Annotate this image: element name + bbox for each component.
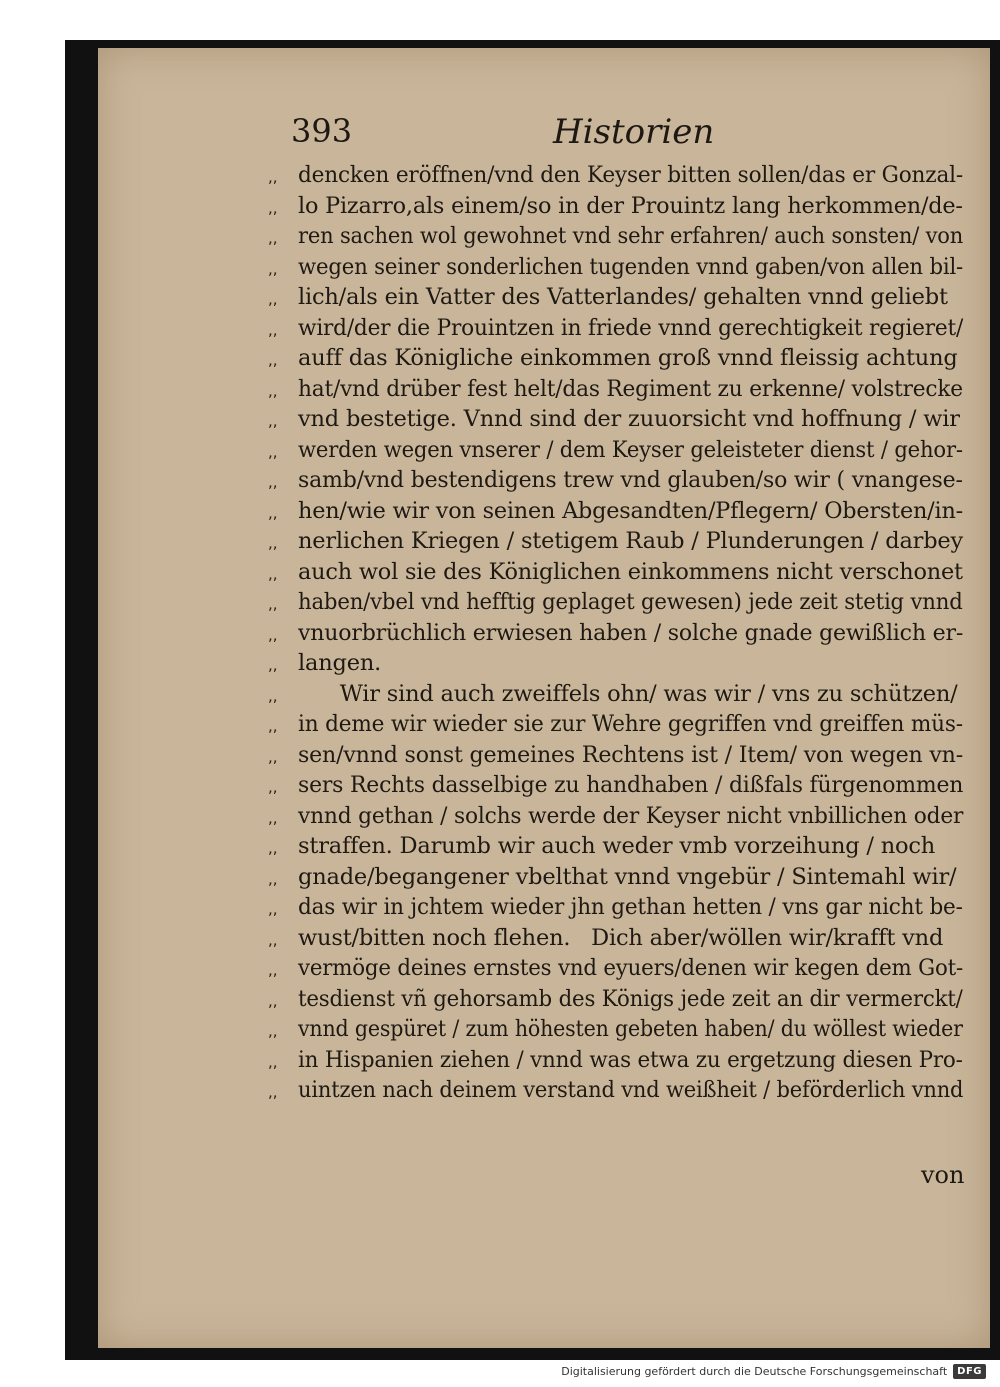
line-text: auff das Königliche einkommen groß vnnd fleissig achtung [298,345,958,371]
line-text: lich/als ein Vatter des Vatterlandes/ gehalten vnnd geliebt [298,284,948,310]
quotation-marker: ,, [268,1022,278,1040]
quotation-marker: ,, [268,168,278,186]
line-text: nerlichen Kriegen / stetigem Raub / Plunderungen / darbey [298,528,963,554]
quotation-marker: ,, [268,930,278,949]
line-text: wust/bitten noch flehen. Dich aber/wöllen wir/krafft vnd [298,924,944,951]
line-text: straffen. Darumb wir auch weder vmb vorzeihung / noch [298,833,936,859]
line-text: samb/vnd bestendigens trew vnd glauben/so wir ( vnangese- [298,467,963,493]
text-line [268,160,968,191]
book-page [98,48,990,1348]
quotation-marker: ,, [268,839,278,857]
quotation-marker: ,, [268,595,278,613]
line-text: vnd bestetige. Vnnd sind der zuuorsicht vnd hoffnung / wir [298,406,960,432]
text-line [268,892,968,923]
quotation-marker: ,, [268,442,278,461]
text-line [268,191,968,222]
text-line [268,862,968,893]
quotation-marker: ,, [268,320,278,339]
line-text: Wir sind auch zweiffels ohn/ was wir / vns zu schützen/ [298,680,958,707]
quotation-marker: ,, [268,259,278,278]
line-text: ren sachen wol gewohnet vnd sehr erfahren/ auch sonsten/ von [298,223,964,249]
text-line [268,801,968,832]
text-line [268,1075,968,1106]
line-text: dencken eröffnen/vnd den Keyser bitten sollen/das er Gonzal- [298,162,964,188]
line-text: tesdienst vñ gehorsamb des Königs jede zeit an dir vermerckt/ [298,985,963,1012]
line-text: lo Pizarro,als einem/so in der Prouintz lang herkommen/de- [298,192,963,219]
quotation-marker: ,, [268,747,278,766]
quotation-marker: ,, [268,1083,278,1101]
running-title: Historien [553,112,715,152]
footer-credit [561,1364,986,1379]
text-line [268,618,968,649]
line-text: werden wegen vnserer / dem Keyser geleisteter dienst / gehor- [298,436,963,463]
line-text: uintzen nach deinem verstand vnd weißheit / beförderlich vnnd [298,1077,964,1103]
digitization-credit: Digitalisierung gefördert durch die Deutsche Forschungsgemeinschaft [561,1365,948,1378]
quotation-marker: ,, [268,198,278,217]
text-line [268,374,968,405]
text-line [268,435,968,466]
text-line [268,343,968,374]
line-text: sers Rechts dasselbige zu handhaben / dißfals fürgenommen [298,772,964,798]
text-line [268,984,968,1015]
text-line [268,221,968,252]
text-line [268,252,968,283]
quotation-marker: ,, [268,778,278,796]
line-text: vnnd gespüret / zum höhesten gebeten haben/ du wöllest wieder [298,1016,963,1042]
text-line [268,648,968,679]
text-line [268,679,968,710]
text-line [268,770,968,801]
quotation-marker: ,, [268,564,278,583]
text-line [268,496,968,527]
text-line [268,831,968,862]
line-text: hen/wie wir von seinen Abgesandten/Pflegern/ Obersten/in- [298,497,963,524]
text-line [268,526,968,557]
line-text: das wir in jchtem wieder jhn gethan hetten / vns gar nicht be- [298,894,963,920]
quotation-marker: ,, [268,717,278,735]
text-line [268,709,968,740]
line-text: vermöge deines ernstes vnd eyuers/denen wir kegen dem Got- [298,955,964,981]
text-line [268,923,968,954]
quotation-marker: ,, [268,686,278,705]
quotation-marker: ,, [268,991,278,1010]
quotation-marker: ,, [268,412,278,430]
quotation-marker: ,, [268,869,278,888]
text-line [268,282,968,313]
line-text: in Hispanien ziehen / vnnd was etwa zu ergetzung diesen Pro- [298,1046,963,1073]
text-line [268,557,968,588]
quotation-marker: ,, [268,351,278,369]
text-line [268,740,968,771]
quotation-marker: ,, [268,503,278,522]
line-text: sen/vnnd sonst gemeines Rechtens ist / Item/ von wegen vn- [298,741,963,768]
quotation-marker: ,, [268,381,278,400]
text-line [268,1045,968,1076]
quotation-marker: ,, [268,229,278,247]
line-text: in deme wir wieder sie zur Wehre gegriffen vnd greiffen müs- [298,711,963,737]
quotation-marker: ,, [268,961,278,979]
quotation-marker: ,, [268,656,278,674]
text-line [268,465,968,496]
text-line [268,953,968,984]
line-text: vnuorbrüchlich erwiesen haben / solche gnade gewißlich er- [298,619,964,646]
text-line [268,404,968,435]
catchword: von [921,1161,965,1189]
page-header [98,112,990,164]
text-line [268,587,968,618]
page-number: 393 [291,112,353,150]
quotation-marker: ,, [268,625,278,644]
line-text: vnnd gethan / solchs werde der Keyser nicht vnbillichen oder [298,802,964,829]
text-block [268,160,968,1106]
line-text: wird/der die Prouintzen in friede vnnd gerechtigkeit regieret/ [298,314,964,341]
line-text: wegen seiner sonderlichen tugenden vnnd gaben/von allen bil- [298,253,964,280]
text-line [268,313,968,344]
quotation-marker: ,, [268,473,278,491]
quotation-marker: ,, [268,808,278,827]
line-text: auch wol sie des Königlichen einkommens nicht verschonet [298,558,963,585]
dfg-logo-icon: DFG [953,1364,986,1379]
line-text: langen. [298,650,382,676]
quotation-marker: ,, [268,290,278,308]
line-text: haben/vbel vnd hefftig geplaget gewesen) jede zeit stetig vnnd [298,589,963,615]
line-text: gnade/begangener vbelthat vnnd vngebür / Sintemahl wir/ [298,863,957,890]
line-text: hat/vnd drüber fest helt/das Regiment zu erkenne/ volstrecke [298,375,963,402]
quotation-marker: ,, [268,1052,278,1071]
quotation-marker: ,, [268,900,278,918]
quotation-marker: ,, [268,534,278,552]
text-line [268,1014,968,1045]
